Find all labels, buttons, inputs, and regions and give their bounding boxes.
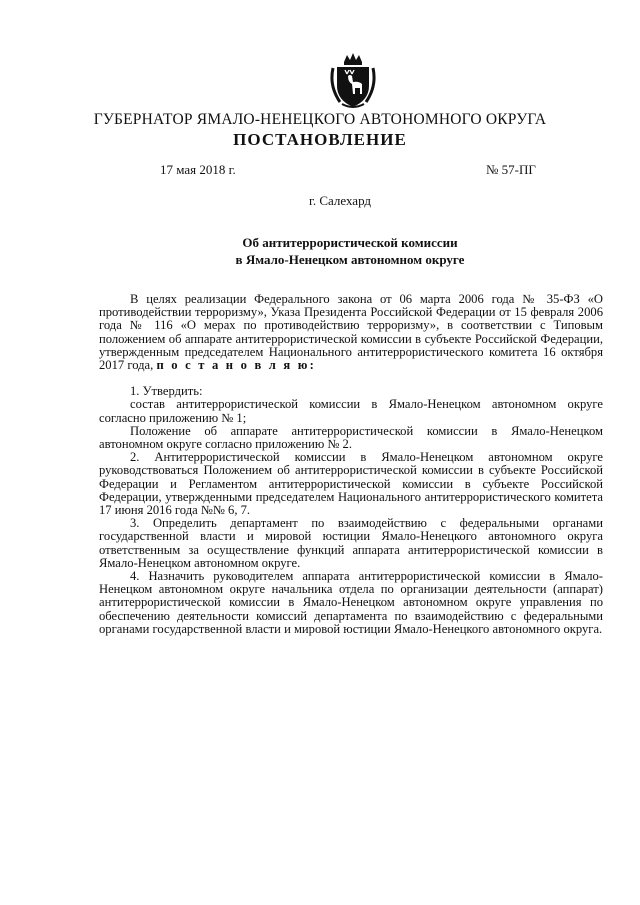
title-line: в Ямало-Ненецком автономном округе [235,252,465,267]
issuing-authority: ГУБЕРНАТОР ЯМАЛО-НЕНЕЦКОГО АВТОНОМНОГО ОКРУГА [93,111,547,128]
document-place: г. Салехард [308,193,372,208]
preamble-paragraph [99,293,603,372]
document-title [0,234,640,268]
document-number: № 57-ПГ [486,162,536,177]
document-date: 17 мая 2018 г. [160,162,236,177]
preamble-text: В целях реализации Федерального закона от 06 марта 2006 года № 35-ФЗ «О противодействии терроризму», Указа Президента Российской Федерации от 15 февраля 2006 года № 116 «О мерах по противодействию терроризму», в соответствии с Типовым положением об аппарате антитеррористической комиссии в субъекте Российской Федерации, утвержденным председателем Национального антитеррористического комитета 16 октября 2017 года, [99,292,603,373]
title-line: Об антитеррористической комиссии [242,235,458,250]
item-3: 3. Определить департамент по взаимодействию с федеральными органами государственной власти и мировой юстиции Ямало-Ненецкого автономного округа ответственным за осуществление функций аппарата антитеррористической комиссии в Ямало-Ненецком автономном округе. [99,516,603,570]
coat-of-arms-deer-icon [328,52,378,110]
document-type: ПОСТАНОВЛЕНИЕ [233,130,407,149]
item-1-heading: 1. Утвердить: [130,384,203,399]
item-1-b: Положение об аппарате антитеррористической комиссии в Ямало-Ненецком автономном округе согласно приложению № 2. [99,423,603,452]
document-body [99,293,603,636]
decree-word: п о с т а н о в л я ю: [156,358,316,373]
item-2: 2. Антитеррористической комиссии в Ямало-Ненецком автономном округе руководствоваться Положением об антитеррористической комиссии в субъекте Российской Федерации и Регламентом антитеррористической комиссии в субъекте Российской Федерации, утвержденными председателем Национального антитеррористического комитета 17 июня 2016 года №№ 6, 7. [99,450,603,518]
item-4: 4. Назначить руководителем аппарата антитеррористической комиссии в Ямало-Ненецком автономном округе начальника отдела по организации деятельности (аппарат) антитеррористической комиссии в Ямало-Ненецком автономном округе управления по обеспечению деятельности комиссий департамента по взаимодействию с федеральными органами государственной власти и мировой юстиции Ямало-Ненецкого автономного округа. [99,569,603,636]
item-1-a: состав антитеррористической комиссии в Ямало-Ненецком автономном округе согласно приложению № 1; [99,397,603,425]
